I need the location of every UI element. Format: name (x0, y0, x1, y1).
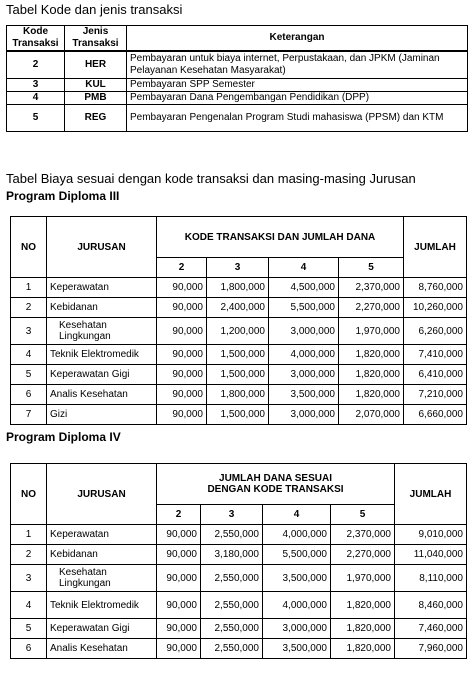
header-kode-transaksi: Kode Transaksi (7, 26, 65, 52)
jenis-cell: PMB (65, 92, 127, 105)
no-cell: 3 (11, 565, 47, 592)
value-cell: 2,370,000 (331, 525, 395, 545)
no-cell: 3 (11, 318, 47, 345)
value-cell: 1,820,000 (331, 592, 395, 619)
jumlah-cell: 10,260,000 (404, 298, 467, 318)
jurusan-cell: Keperawatan Gigi (47, 365, 157, 385)
value-cell: 3,000,000 (263, 619, 331, 639)
table-row (11, 298, 467, 318)
no-cell: 6 (11, 639, 47, 659)
jurusan-cell: Keperawatan Gigi (47, 619, 157, 639)
value-cell: 5,500,000 (269, 298, 339, 318)
value-cell: 1,820,000 (339, 385, 404, 405)
table-row (11, 365, 467, 385)
no-cell: 2 (11, 545, 47, 565)
value-cell: 90,000 (157, 385, 207, 405)
header-jurusan: JURUSAN (47, 217, 157, 278)
value-cell: 1,800,000 (207, 278, 269, 298)
header-jurusan: JURUSAN (47, 464, 157, 525)
diploma3-cost-table (10, 216, 467, 425)
value-cell: 4,000,000 (263, 592, 331, 619)
table-row (11, 345, 467, 365)
value-cell: 2,550,000 (201, 639, 263, 659)
jumlah-cell: 6,660,000 (404, 405, 467, 425)
no-cell: 4 (11, 592, 47, 619)
value-cell: 3,500,000 (263, 565, 331, 592)
value-cell: 3,000,000 (269, 405, 339, 425)
diploma3-subtitle: Program Diploma III (6, 189, 120, 203)
table-row (11, 525, 467, 545)
jumlah-cell: 7,960,000 (395, 639, 467, 659)
table-row (11, 405, 467, 425)
value-cell: 2,550,000 (201, 619, 263, 639)
no-cell: 7 (11, 405, 47, 425)
kode-cell: 2 (7, 51, 65, 79)
jumlah-cell: 8,460,000 (395, 592, 467, 619)
value-cell: 1,820,000 (339, 345, 404, 365)
no-cell: 1 (11, 525, 47, 545)
value-cell: 1,970,000 (331, 565, 395, 592)
value-cell: 1,970,000 (339, 318, 404, 345)
table-row (7, 92, 468, 105)
value-cell: 5,500,000 (263, 545, 331, 565)
header-kode-transaksi-group: KODE TRANSAKSI DAN JUMLAH DANA (157, 217, 404, 258)
header-jumlah: JUMLAH (395, 464, 467, 525)
no-cell: 1 (11, 278, 47, 298)
keterangan-cell: Pembayaran Pengenalan Program Studi mahasiswa (PPSM) dan KTM (127, 105, 468, 132)
value-cell: 1,500,000 (207, 365, 269, 385)
diploma4-cost-table (10, 463, 467, 659)
value-cell: 1,820,000 (331, 639, 395, 659)
no-cell: 5 (11, 365, 47, 385)
jurusan-cell: Gizi (47, 405, 157, 425)
value-cell: 90,000 (157, 278, 207, 298)
jurusan-cell: Kebidanan (47, 545, 157, 565)
value-cell: 3,000,000 (269, 318, 339, 345)
value-cell: 2,370,000 (339, 278, 404, 298)
value-cell: 90,000 (157, 565, 201, 592)
jurusan-cell: Teknik Elektromedik (47, 345, 157, 365)
no-cell: 4 (11, 345, 47, 365)
jumlah-cell: 8,110,000 (395, 565, 467, 592)
jenis-cell: KUL (65, 79, 127, 92)
header-jenis-transaksi: Jenis Transaksi (65, 26, 127, 52)
jumlah-cell: 11,040,000 (395, 545, 467, 565)
value-cell: 2,270,000 (339, 298, 404, 318)
table-row (11, 565, 467, 592)
jumlah-cell: 7,410,000 (404, 345, 467, 365)
table-row (11, 318, 467, 345)
value-cell: 1,500,000 (207, 345, 269, 365)
jenis-cell: HER (65, 51, 127, 79)
table-row (11, 592, 467, 619)
value-cell: 2,550,000 (201, 565, 263, 592)
value-cell: 3,500,000 (269, 385, 339, 405)
jurusan-cell: Kesehatan Lingkungan (47, 565, 157, 592)
header-code-4: 4 (263, 505, 331, 525)
header-code-2: 2 (157, 258, 207, 278)
value-cell: 90,000 (157, 365, 207, 385)
table-row (7, 51, 468, 79)
value-cell: 90,000 (157, 525, 201, 545)
value-cell: 2,550,000 (201, 592, 263, 619)
value-cell: 2,270,000 (331, 545, 395, 565)
value-cell: 90,000 (157, 619, 201, 639)
value-cell: 3,180,000 (201, 545, 263, 565)
jumlah-cell: 6,410,000 (404, 365, 467, 385)
value-cell: 90,000 (157, 592, 201, 619)
value-cell: 90,000 (157, 345, 207, 365)
table-row (11, 619, 467, 639)
jurusan-cell: Kebidanan (47, 298, 157, 318)
jurusan-cell: Analis Kesehatan (47, 639, 157, 659)
keterangan-cell: Pembayaran Dana Pengembangan Pendidikan (DPP) (127, 92, 468, 105)
value-cell: 4,500,000 (269, 278, 339, 298)
value-cell: 3,500,000 (263, 639, 331, 659)
table-row (11, 278, 467, 298)
value-cell: 1,800,000 (207, 385, 269, 405)
table-row (7, 79, 468, 92)
kode-cell: 3 (7, 79, 65, 92)
value-cell: 90,000 (157, 298, 207, 318)
kode-cell: 4 (7, 92, 65, 105)
table-row (11, 385, 467, 405)
keterangan-cell: Pembayaran untuk biaya internet, Perpustakaan, dan JPKM (Jaminan Pelayanan Kesehatan Masyarakat) (127, 51, 468, 79)
header-code-3: 3 (201, 505, 263, 525)
header-code-2: 2 (157, 505, 201, 525)
value-cell: 2,550,000 (201, 525, 263, 545)
value-cell: 1,200,000 (207, 318, 269, 345)
table1-title: Tabel Kode dan jenis transaksi (6, 2, 183, 17)
header-jumlah-dana-group: JUMLAH DANA SESUAI DENGAN KODE TRANSAKSI (157, 464, 395, 505)
section2-title: Tabel Biaya sesuai dengan kode transaksi dan masing-masing Jurusan (6, 171, 416, 186)
value-cell: 2,400,000 (207, 298, 269, 318)
jurusan-cell: Keperawatan (47, 525, 157, 545)
value-cell: 1,820,000 (339, 365, 404, 385)
jurusan-cell: Keperawatan (47, 278, 157, 298)
jumlah-cell: 8,760,000 (404, 278, 467, 298)
header-no: NO (11, 217, 47, 278)
jumlah-cell: 7,210,000 (404, 385, 467, 405)
value-cell: 90,000 (157, 639, 201, 659)
keterangan-cell: Pembayaran SPP Semester (127, 79, 468, 92)
value-cell: 1,500,000 (207, 405, 269, 425)
no-cell: 2 (11, 298, 47, 318)
jumlah-cell: 7,460,000 (395, 619, 467, 639)
header-no: NO (11, 464, 47, 525)
jenis-cell: REG (65, 105, 127, 132)
value-cell: 90,000 (157, 318, 207, 345)
header-jumlah: JUMLAH (404, 217, 467, 278)
transaction-code-table (6, 25, 468, 132)
kode-cell: 5 (7, 105, 65, 132)
no-cell: 6 (11, 385, 47, 405)
header-code-5: 5 (331, 505, 395, 525)
diploma4-subtitle: Program Diploma IV (6, 430, 121, 444)
header-keterangan: Keterangan (127, 26, 468, 52)
header-code-5: 5 (339, 258, 404, 278)
value-cell: 4,000,000 (269, 345, 339, 365)
header-code-3: 3 (207, 258, 269, 278)
value-cell: 2,070,000 (339, 405, 404, 425)
value-cell: 3,000,000 (269, 365, 339, 385)
jurusan-cell: Kesehatan Lingkungan (47, 318, 157, 345)
table-row (11, 639, 467, 659)
value-cell: 90,000 (157, 405, 207, 425)
value-cell: 90,000 (157, 545, 201, 565)
table-row (7, 105, 468, 132)
jurusan-cell: Teknik Elektromedik (47, 592, 157, 619)
jumlah-cell: 6,260,000 (404, 318, 467, 345)
no-cell: 5 (11, 619, 47, 639)
value-cell: 1,820,000 (331, 619, 395, 639)
header-code-4: 4 (269, 258, 339, 278)
value-cell: 4,000,000 (263, 525, 331, 545)
jumlah-cell: 9,010,000 (395, 525, 467, 545)
table-row (11, 545, 467, 565)
jurusan-cell: Analis Kesehatan (47, 385, 157, 405)
